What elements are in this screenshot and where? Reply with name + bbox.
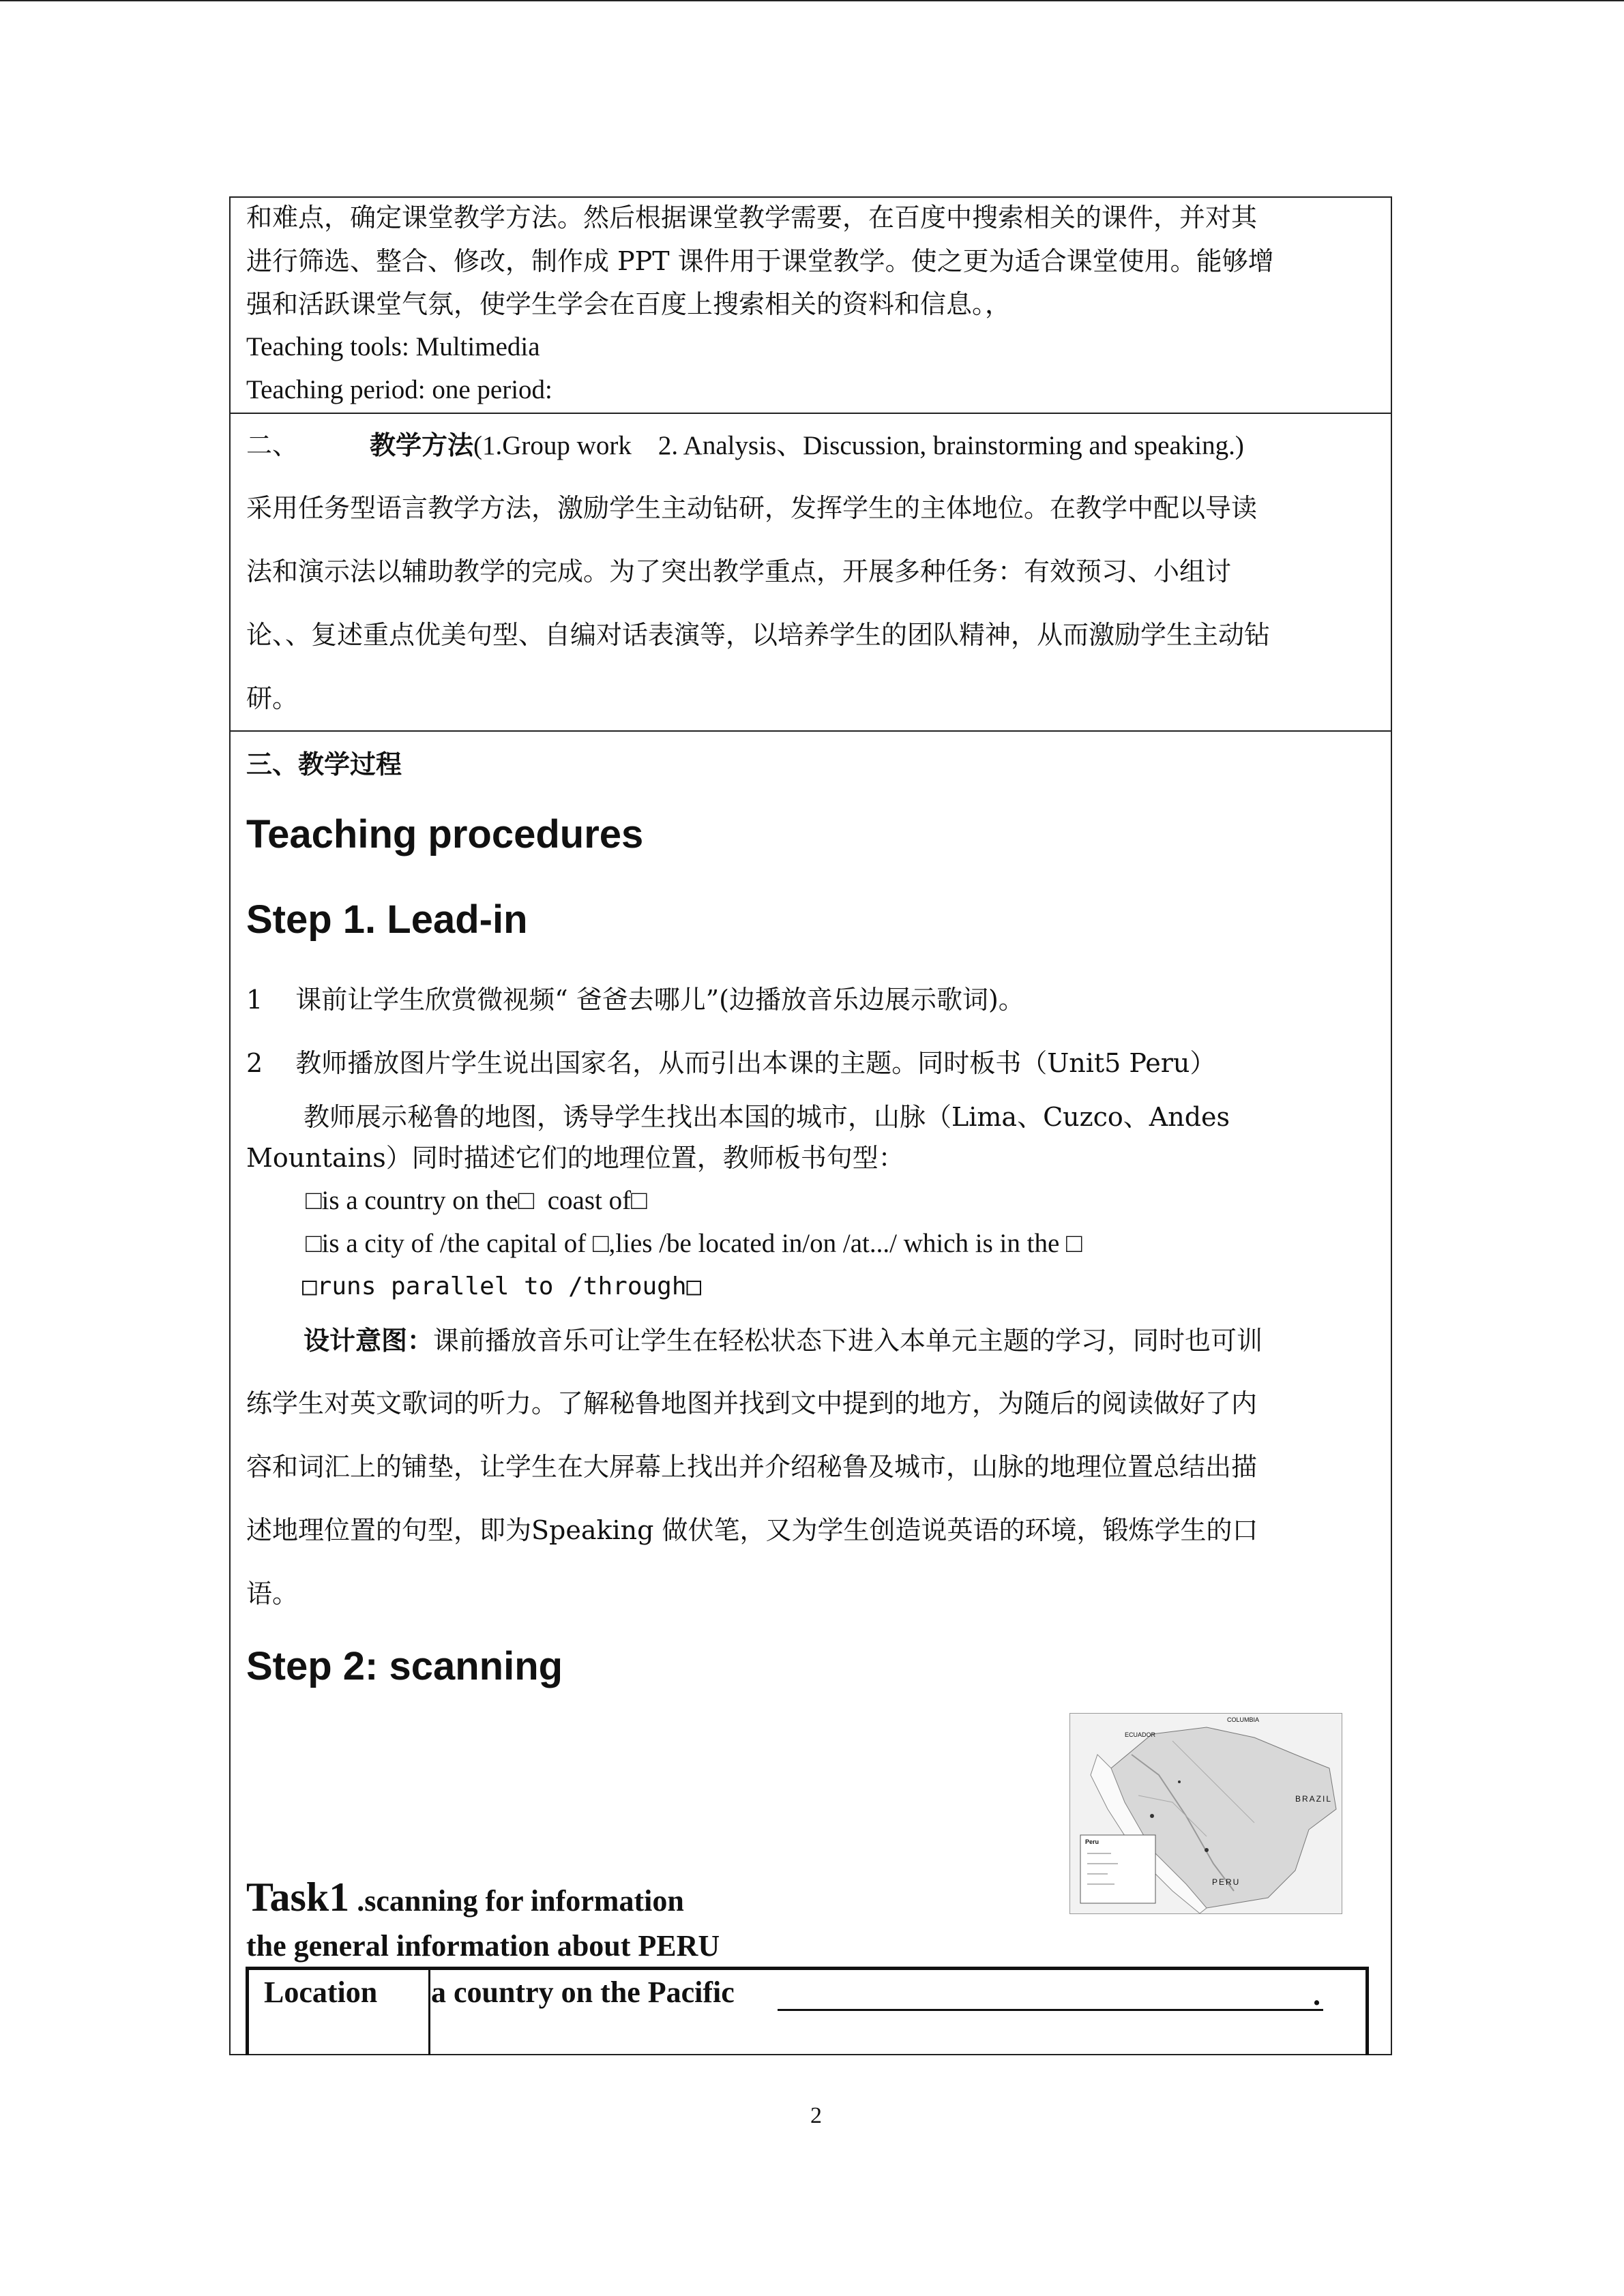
peru-info-table-divider bbox=[428, 1970, 430, 2055]
section3-heading: 三、教学过程 bbox=[246, 749, 402, 779]
section2-heading-methods: (1.Group work 2. Analysis、Discussion, brainstorming and speaking.) bbox=[473, 431, 1244, 460]
step1-item2-text: 教师播放图片学生说出国家名，从而引出本课的主题。同时板书（Unit5 Peru） bbox=[295, 1048, 1216, 1078]
section2-heading: 教学方法 bbox=[370, 430, 474, 460]
map-legend-title: Peru bbox=[1085, 1838, 1099, 1845]
location-label: Location bbox=[264, 1976, 378, 2009]
row-separator-2 bbox=[229, 730, 1392, 732]
design-intent-label: 设计意图： bbox=[304, 1325, 434, 1356]
task1-title bbox=[246, 1874, 684, 1921]
section1-line3: 强和活跃课堂气氛，使学生学会在百度上搜索相关的资料和信息。， bbox=[246, 289, 1012, 319]
task1-subtitle: .scanning for information bbox=[349, 1884, 684, 1918]
location-blank[interactable] bbox=[778, 2009, 1323, 2011]
sentence-pattern-2: □is a city of /the capital of □,lies /be located in/on /at.../ which is in the □ bbox=[306, 1229, 1082, 1258]
section2-line2: 法和演示法以辅助教学的完成。为了突出教学重点，开展多种任务：有效预习、小组讨 bbox=[246, 556, 1232, 586]
section1-line1: 和难点，确定课堂教学方法。然后根据课堂教学需要，在百度中搜索相关的课件，并对其 bbox=[246, 203, 1258, 233]
section2-number: 二、 bbox=[246, 430, 299, 460]
page-number: 2 bbox=[810, 2103, 822, 2128]
design-intent-line4: 述地理位置的句型，即为Speaking 做伏笔，又为学生创造说英语的环境，锻炼学生的口 bbox=[246, 1515, 1258, 1545]
map-label-ecuador: ECUADOR bbox=[1125, 1731, 1156, 1738]
section2-heading-row bbox=[246, 424, 1244, 467]
design-intent-line5: 语。 bbox=[246, 1579, 299, 1609]
task1-description: the general information about PERU bbox=[246, 1929, 720, 1963]
design-intent-line2: 练学生对英文歌词的听力。了解秘鲁地图并找到文中提到的地方，为随后的阅读做好了内 bbox=[246, 1388, 1258, 1418]
page-top-border bbox=[0, 0, 1624, 1]
step1-item1-text: 课前让学生欣赏微视频“ 爸爸去哪儿”(边播放音乐边展示歌词)。 bbox=[295, 985, 1024, 1015]
design-intent-line1 bbox=[304, 1320, 1263, 1362]
location-end-period: . bbox=[1313, 1978, 1320, 2012]
peru-map-graphic bbox=[1070, 1714, 1342, 1913]
peru-map-image bbox=[1069, 1713, 1342, 1914]
step1-item2 bbox=[246, 1042, 1215, 1084]
task1-label: Task1 bbox=[246, 1875, 350, 1920]
design-intent-text1: 课前播放音乐可让学生在轻松状态下进入本单元主题的学习，同时也可训 bbox=[433, 1326, 1263, 1356]
location-value: a country on the Pacific bbox=[431, 1976, 735, 2009]
step1-item1 bbox=[246, 979, 1024, 1021]
row-separator-1 bbox=[229, 413, 1392, 414]
section1-line2: 进行筛选、整合、修改，制作成 PPT 课件用于课堂教学。使之更为适合课堂使用。能够增 bbox=[246, 246, 1274, 276]
map-label-peru: PERU bbox=[1212, 1877, 1241, 1887]
teaching-tools: Teaching tools: Multimedia bbox=[246, 332, 540, 361]
section2-line4: 研。 bbox=[246, 683, 299, 713]
sentence-pattern-3: □runs parallel to /through□ bbox=[302, 1272, 702, 1300]
map-label-brazil: BRAZIL bbox=[1295, 1794, 1333, 1804]
step1-para-line2: Mountains）同时描述它们的地理位置，教师板书句型： bbox=[246, 1143, 904, 1173]
step2-heading: Step 2: scanning bbox=[246, 1644, 563, 1688]
step1-item1-number: 1 bbox=[246, 985, 263, 1015]
section2-line1: 采用任务型语言教学方法，激励学生主动钻研，发挥学生的主体地位。在教学中配以导读 bbox=[246, 493, 1258, 523]
step1-heading: Step 1. Lead-in bbox=[246, 897, 528, 942]
section2-line3: 论、、复述重点优美句型、自编对话表演等，以培养学生的团队精神，从而激励学生主动钻 bbox=[246, 620, 1271, 650]
sentence-pattern-1: □is a country on the□ coast of□ bbox=[306, 1186, 647, 1215]
step1-item2-number: 2 bbox=[246, 1048, 263, 1078]
design-intent-line3: 容和词汇上的铺垫，让学生在大屏幕上找出并介绍秘鲁及城市，山脉的地理位置总结出描 bbox=[246, 1452, 1258, 1482]
peru-info-table bbox=[246, 1967, 1369, 2055]
map-label-columbia: COLUMBIA bbox=[1227, 1716, 1260, 1723]
step1-para-line1: 教师展示秘鲁的地图，诱导学生找出本国的城市，山脉（Lima、Cuzco、Andes bbox=[304, 1102, 1230, 1132]
teaching-period: Teaching period: one period: bbox=[246, 375, 552, 404]
teaching-procedures-title: Teaching procedures bbox=[246, 812, 644, 856]
